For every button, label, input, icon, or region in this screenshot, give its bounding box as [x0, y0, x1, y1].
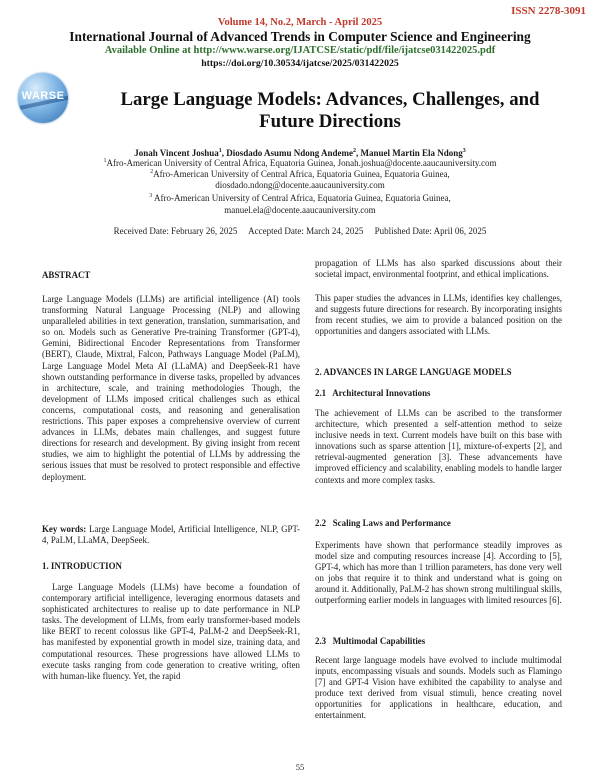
issn: ISSN 2278-3091 — [511, 5, 586, 17]
affiliation-3-email — [0, 205, 600, 215]
section-2-3-body — [315, 655, 562, 722]
keywords — [42, 524, 300, 546]
author-3-sup: 3 — [462, 148, 466, 154]
abstract-body — [42, 294, 300, 483]
affiliation-3-text: Afro-American University of Central Africa, Equatoria Guinea, Equatoria Guinea, — [152, 193, 451, 203]
author-2-sup: 2 — [353, 148, 357, 154]
author-1-sup: 1 — [218, 148, 222, 154]
section-2-heading — [315, 367, 562, 378]
section-2-1-text: The achievement of LLMs can be ascribed to the transformer architecture, which presented a self-attention method to seize inclusive needs in text. Current models have built on this base with innovations such as sparse attention [1], mixture-of-experts [2], and retrieval-augmented generation [3]. These advancements have improved efficiency and scalability, enabling models to handle larger contexts and more complex tasks. — [315, 408, 562, 485]
affiliation-1 — [0, 158, 600, 168]
section-2-2-heading-text: 2.2 Scaling Laws and Performance — [315, 518, 451, 528]
affiliation-2-sup: 2 — [150, 169, 154, 175]
intro-heading — [42, 561, 300, 572]
affiliation-3-email-text: manuel.ela@docente.aaucauniversity.com — [224, 205, 376, 215]
section-2-1-heading-text: 2.1 Architectural Innovations — [315, 388, 431, 398]
section-2-3-text: Recent large language models have evolved to include multimodal inputs, encompassing visuals and sounds. Models such as Flamingo [7] and GPT-4 Vision have exhibited the capability to analyse and produce text derived from visual stimuli, hence creating novel opportunities for applications in healthcare, education, and entertainment. — [315, 655, 562, 721]
affiliation-1-text: Afro-American University of Central Africa, Equatoria Guinea, Jonah.joshua@docente.aaucauniversity.com — [106, 158, 497, 168]
affiliation-1-sup: 1 — [103, 158, 107, 164]
availability-link[interactable]: Available Online at http://www.warse.org/IJATCSE/static/pdf/file/ijatcse031422025.pdf — [104, 45, 496, 56]
affiliation-3 — [0, 193, 600, 203]
affiliation-2-email — [0, 180, 600, 190]
section-2-2-heading — [315, 518, 562, 529]
volume-info: Volume 14, No.2, March - April 2025 — [217, 17, 383, 28]
right-cont-1-text: propagation of LLMs has also sparked discussions about their societal impact, environmental footprint, and ethical implications. — [315, 258, 562, 280]
section-2-heading-text: 2. ADVANCES IN LARGE LANGUAGE MODELS — [315, 367, 512, 377]
intro-heading-text: 1. INTRODUCTION — [42, 561, 122, 571]
affiliation-3-sup: 3 — [149, 193, 153, 199]
intro-text: Large Language Models (LLMs) have become a foundation of contemporary artificial intelligence, leveraging enormous datasets and sophisticated architectures to realise up to date performance in NLP tasks. The development of LLMs, from early transformer-based models like BERT to recent colossus like GPT-4, PaLM-2 and DeepSeek-R1, has manifested by exponential growth in model size, training data, and computational resources. These progressions have allowed LLMs to execute tasks ranging from code generation to creative writing, often with human-like fluency. Yet, the rapid — [42, 582, 300, 681]
author-sep-2: , — [356, 148, 361, 158]
right-cont-2 — [315, 293, 562, 337]
author-1: Jonah Vincent Joshua — [134, 148, 219, 158]
page-number: 55 — [295, 762, 305, 772]
affiliation-2-text: Afro-American University of Central Africa, Equatoria Guinea, Equatoria Guinea, — [153, 169, 450, 179]
title-line-1: Large Language Models: Advances, Challenges, and — [120, 89, 540, 110]
author-list — [0, 148, 600, 158]
section-2-1-heading — [315, 388, 562, 399]
section-2-3-heading — [315, 636, 562, 647]
right-cont-1 — [315, 258, 562, 280]
abstract-heading — [42, 270, 300, 281]
right-cont-2-text: This paper studies the advances in LLMs, identifies key challenges, and suggests future directions for research. By incorporating insights from recent studies, we aim to provide a balanced position on the opportunities and dangers associated with LLMs. — [315, 293, 562, 337]
doi-link[interactable]: https://doi.org/10.30534/ijatcse/2025/031422025 — [201, 58, 399, 69]
intro-body — [42, 582, 300, 682]
paper-title — [60, 89, 600, 133]
author-sep-1: , — [221, 148, 227, 158]
section-2-3-heading-text: 2.3 Multimodal Capabilities — [315, 636, 426, 646]
section-2-2-body — [315, 540, 562, 607]
author-3: Manuel Martin Ela Ndong — [360, 148, 463, 158]
author-2: Diosdado Asumu Ndong Andeme — [226, 148, 354, 158]
logo-text: WARSE — [21, 90, 65, 102]
title-line-2: Future Directions — [259, 111, 401, 132]
abstract-heading-text: ABSTRACT — [42, 270, 91, 280]
affiliation-2-email-text: diosdado.ndong@docente.aaucauniversity.com — [215, 180, 385, 190]
section-2-1-body — [315, 408, 562, 486]
section-2-2-text: Experiments have shown that performance steadily improves as model size and computing resources increase [4]. According to [5], GPT-4, which has more than 1 trillion parameters, has done very well on jobs that require it to think and understand what is going on around it. Additionally, PaLM-2 has shown strong multilingual skills, outperforming earlier models in languages with limited resources [6]. — [315, 540, 562, 606]
keywords-label: Key words: — [42, 524, 87, 534]
keywords-text: Large Language Model, Artificial Intelligence, NLP, GPT-4, PaLM, LLaMA, DeepSeek. — [42, 524, 300, 546]
abstract-text: Large Language Models (LLMs) are artificial intelligence (AI) tools transforming Natural Language Processing (NLP) and allowing unparalleled abilities in text generation, translation, summarisation, and so on. Models such as Generative Pre-training Transformer (GPT-4), Gemini, Bidirectional Encoder Representations from Transformer (BERT), Claude, Mixtral, Falcon, Pathways Language Model (PaLM), Large Language Model Meta AI (LLaMA) and DeepSeek-R1 have shown outstanding performance in diverse tasks, propelled by advances in architecture, scale, and training methodologies Though, the development of LLMs imposed critical challenges such as ethical concerns, computational costs, and reasoning and generalisation restrictions. This paper exposes a comprehensive overview of current advances in LLMs, debates main challenges, and suggest future directions for research and development. By giving insight from recent studies, we aim to highlight the potential of LLMs by addressing the serious issues that must be resolved to protect responsible and effective deployment. — [42, 294, 300, 482]
journal-name: International Journal of Advanced Trends in Computer Science and Engineering — [69, 29, 531, 44]
affiliation-2 — [0, 169, 600, 179]
dates: Received Date: February 26, 2025 Accepted Date: March 24, 2025 Published Date: April 06, 2025 — [113, 226, 487, 236]
